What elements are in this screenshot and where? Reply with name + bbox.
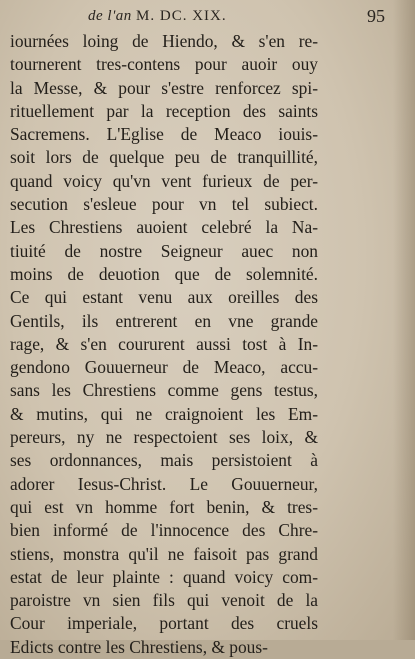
text-line: Les Chrestiens auoient celebré la Na- — [10, 217, 318, 238]
text-line: tiuité de nostre Seigneur auec non — [10, 240, 318, 261]
running-head-label: de l'an — [88, 8, 137, 24]
text-line: pereurs, ny ne respectoient ses loix, & — [10, 427, 318, 448]
text-line: adorer Iesus-Christ. Le Gouuerneur, — [10, 473, 318, 494]
text-line: stiens, monstra qu'il ne faisoit pas grand — [10, 543, 318, 564]
running-head-year: M. DC. XIX. — [136, 8, 227, 24]
running-head — [88, 8, 227, 25]
page-number: 95 — [367, 6, 385, 26]
text-line: Gentils, ils entrerent en vne grande — [10, 310, 318, 331]
text-line: estat de leur plainte : quand voicy com- — [10, 566, 318, 587]
text-line: quand voicy qu'vn vent furieux de per- — [10, 170, 318, 191]
text-line: rituellement par la reception des saints — [10, 100, 318, 121]
text-line: rage, & s'en coururent aussi tost à In- — [10, 333, 318, 354]
text-line: tournerent tres-contens pour auoir ouy — [10, 54, 318, 75]
text-line: secution s'esleue pour vn tel subiect. — [10, 194, 318, 215]
page-gutter-shadow — [393, 0, 415, 640]
text-line: & mutins, qui ne craignoient les Em- — [10, 403, 318, 424]
text-line: Ce qui estant venu aux oreilles des — [10, 287, 318, 308]
text-line: ses ordonnances, mais persistoient à — [10, 450, 318, 471]
page-header — [18, 6, 385, 30]
text-line: Cour imperiale, portant des cruels — [10, 613, 318, 634]
text-line: gendono Gouuerneur de Meaco, accu- — [10, 357, 318, 378]
body-text — [10, 30, 318, 659]
text-line: soit lors de quelque peu de tranquillité, — [10, 147, 318, 168]
text-line: Edicts contre les Chrestiens, & pous- — [10, 636, 268, 657]
text-line: sans les Chrestiens comme gens testus, — [10, 380, 318, 401]
text-line: la Messe, & pour s'estre renforcez spi- — [10, 77, 318, 98]
text-line: bien informé de l'innocence des Chre- — [10, 520, 318, 541]
text-line: qui est vn homme fort benin, & tres- — [10, 496, 318, 517]
text-line: paroistre vn sien fils qui venoit de la — [10, 590, 318, 611]
text-line: moins de deuotion que de solemnité. — [10, 263, 318, 284]
text-line: iournées loing de Hiendo, & s'en re- — [10, 31, 318, 51]
text-line: Sacremens. L'Eglise de Meaco iouis- — [10, 124, 318, 145]
